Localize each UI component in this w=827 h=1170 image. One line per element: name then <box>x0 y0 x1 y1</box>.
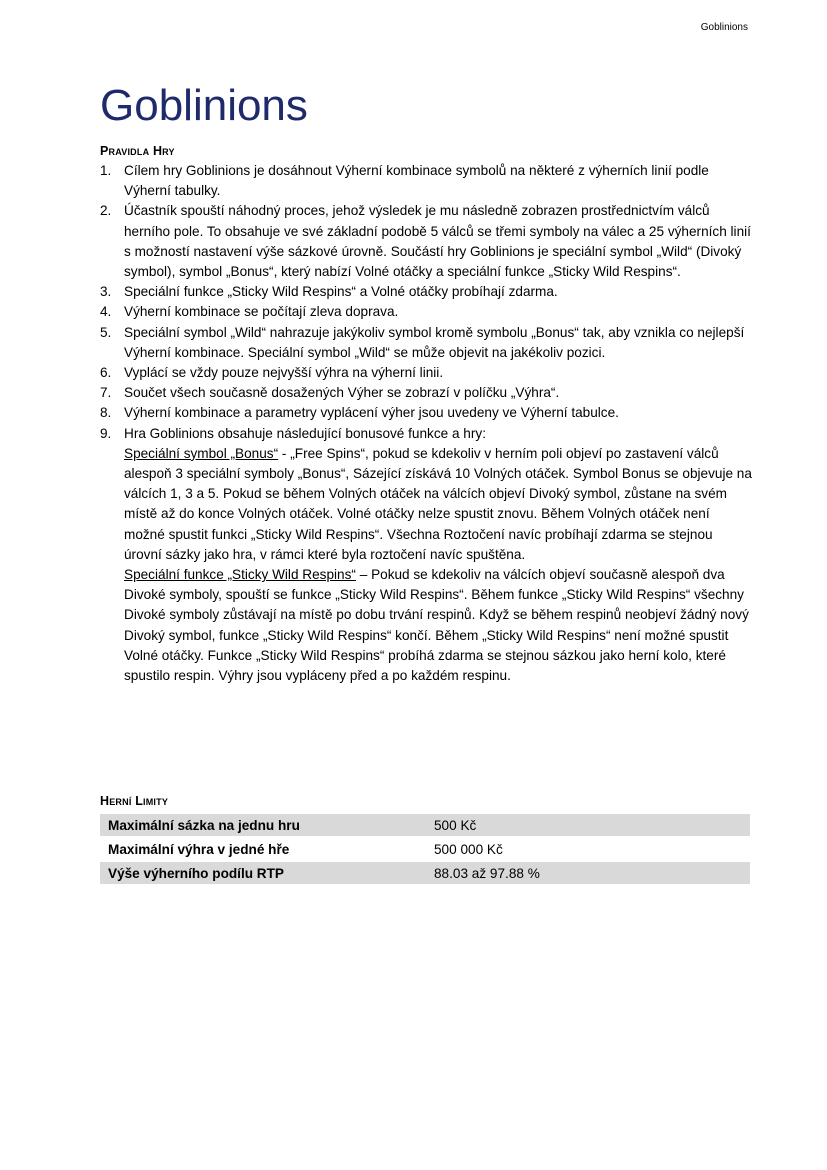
rule-item <box>100 403 752 423</box>
rule-item <box>100 282 752 302</box>
document-title: Goblinions <box>100 81 308 130</box>
rules-list <box>100 161 752 686</box>
limit-value: 500 Kč <box>426 814 750 836</box>
rule-text: Výherní kombinace a parametry vyplácení výher jsou uvedeny ve Výherní tabulce. <box>124 405 619 421</box>
rule-item <box>100 201 752 282</box>
limit-label: Maximální sázka na jednu hru <box>100 814 426 836</box>
running-header: Goblinions <box>700 22 748 33</box>
feature-body: Pokud se kdekoliv na válcích objeví současně alespoň dva Divoké symboly, spouští se funkce „Sticky Wild Respins“. Během funkce „Sticky Wild Respins“ všechny Divoké symboly zůstávají na místě po dobu trvání respinů. Když se během respinů neobjeví žádný nový Divoký symbol, funkce „Sticky Wild Respins“ končí. Během „Sticky Wild Respins“ není možné spustit Volné otáčky. Funkce „Sticky Wild Respins“ probíhá zdarma se stejnou sázkou jako herní kolo, které spustilo respin. Výhry jsou vypláceny před a po každém respinu. <box>124 567 749 684</box>
rule-item <box>100 383 752 403</box>
rule-text: Cílem hry Goblinions je dosáhnout Výherní kombinace symbolů na některé z výherních linií podle Výherní tabulky. <box>124 163 709 199</box>
rule-text: Speciální funkce „Sticky Wild Respins“ a Volné otáčky probíhají zdarma. <box>124 284 558 300</box>
rule-text: Hra Goblinions obsahuje následující bonusové funkce a hry: <box>124 425 486 441</box>
bonus-feature <box>124 444 752 565</box>
rule-item <box>100 424 752 687</box>
limit-label: Maximální výhra v jedné hře <box>108 841 290 857</box>
rule-number: 8. <box>100 405 112 421</box>
rule-number: 3. <box>100 284 112 300</box>
rule-number: 4. <box>100 304 112 320</box>
feature-title: Speciální funkce „Sticky Wild Respins“ <box>124 567 356 583</box>
rule-number: 1. <box>100 163 112 178</box>
limits-heading: Herní Limity <box>100 794 169 808</box>
rule-text: Výherní kombinace se počítají zleva doprava. <box>124 304 399 320</box>
rule-text: Účastník spouští náhodný proces, jehož výsledek je mu následně zobrazen prostřednictvím válců herního pole. To obsahuje ve své základní podobě 5 válců se třemi symboly na válec a 25 výherních linií s možností nastavení výše sázkové úrovně. Součástí hry Goblinions je speciální symbol „Wild“ (Divoký symbol), symbol „Bonus“, který nabízí Volné otáčky a speciální funkce „Sticky Wild Respins“. <box>124 203 751 280</box>
feature-title: Speciální symbol „Bonus“ <box>124 445 279 461</box>
limit-value: 88.03 až 97.88 % <box>426 862 750 884</box>
table-row <box>100 838 750 860</box>
rule-number: 2. <box>100 203 112 219</box>
rule-number: 6. <box>100 365 112 381</box>
rule-item <box>100 363 752 383</box>
rules-heading: Pravidla Hry <box>100 144 175 158</box>
table-row <box>100 814 750 836</box>
rule-item <box>100 302 752 322</box>
rule-text: Vyplácí se vždy pouze nejvyšší výhra na výherní linii. <box>124 365 444 381</box>
rule-text: Speciální symbol „Wild“ nahrazuje jakýkoliv symbol kromě symbolu „Bonus“ tak, aby vznikla co nejlepší Výherní kombinace. Speciální symbol „Wild“ se může objevit na jakékoliv pozici. <box>124 324 745 360</box>
table-row <box>100 862 750 884</box>
limit-label: Výše výherního podílu RTP <box>100 862 426 884</box>
limit-value: 500 000 Kč <box>434 841 503 857</box>
sticky-wild-feature <box>124 565 752 686</box>
rule-number: 9. <box>100 425 112 441</box>
rule-text: Součet všech současně dosažených Výher se zobrazí v políčku „Výhra“. <box>124 385 560 401</box>
rule-item <box>100 161 752 201</box>
feature-body: „Free Spins“, pokud se kdekoliv v herním poli objeví po zastavení válců alespoň 3 speciální symboly „Bonus“, Sázející získává 10 Volných otáček. Symbol Bonus se objevuje na válcích 1, 3 a 5. Pokud se během Volných otáček na válcích objeví Divoký symbol, zůstane na svém místě až do konce Volných otáček. Volné otáčky nelze spustit znovu. Během Volných otáček není možné spustit funkci „Sticky Wild Respins“. Všechna Roztočení navíc probíhají zdarma se stejnou úrovní sázky jako hra, v rámci které byla roztočení navíc spuštěna. <box>124 445 752 562</box>
rule-item <box>100 323 752 363</box>
feature-separator: – <box>355 567 372 583</box>
rule-number: 5. <box>100 324 112 340</box>
feature-separator: - <box>278 445 291 461</box>
rule-number: 7. <box>100 385 112 401</box>
limits-table <box>100 812 750 886</box>
